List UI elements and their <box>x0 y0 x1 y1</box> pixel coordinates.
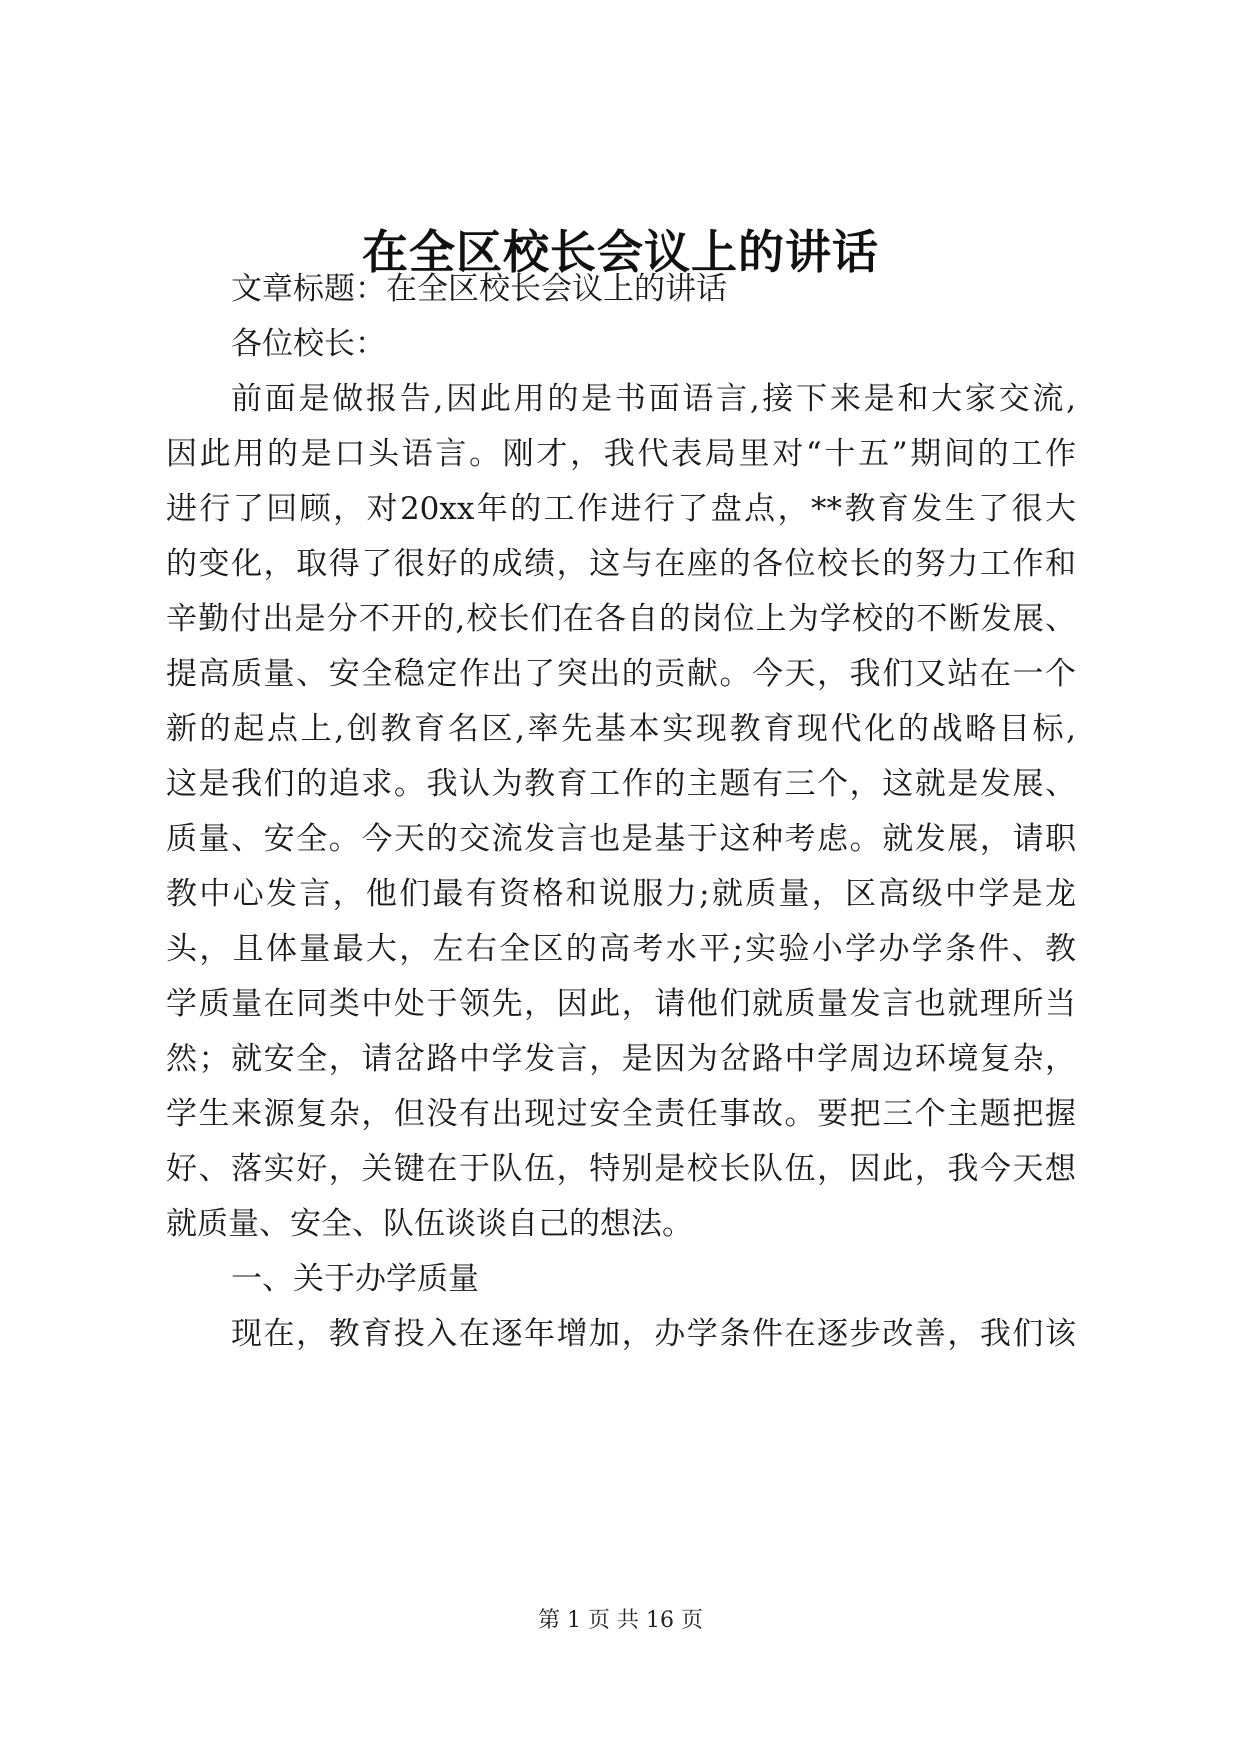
paragraph-line: 学质量在同类中处于领先，因此，请他们就质量发言也就理所当 <box>166 986 1076 1022</box>
paragraph-line: 这是我们的追求。我认为教育工作的主题有三个，这就是发展、 <box>166 766 1076 802</box>
paragraph-line: 前面是做报告,因此用的是书面语言,接下来是和大家交流, <box>231 381 1076 417</box>
paragraph-line: 的变化，取得了很好的成绩，这与在座的各位校长的努力工作和 <box>166 546 1076 582</box>
paragraph-line: 提高质量、安全稳定作出了突出的贡献。今天，我们又站在一个 <box>166 656 1076 692</box>
section-heading: 一、关于办学质量 <box>231 1261 479 1297</box>
paragraph-line: 然；就安全，请岔路中学发言，是因为岔路中学周边环境复杂， <box>166 1041 1076 1077</box>
paragraph-line: 质量、安全。今天的交流发言也是基于这种考虑。就发展，请职 <box>166 821 1076 857</box>
paragraph-line: 因此用的是口头语言。刚才，我代表局里对“十五”期间的工作 <box>166 436 1076 472</box>
paragraph-line: 教中心发言，他们最有资格和说服力;就质量，区高级中学是龙 <box>166 876 1076 912</box>
salutation: 各位校长： <box>231 326 386 362</box>
paragraph-line: 好、落实好，关键在于队伍，特别是校长队伍，因此，我今天想 <box>166 1151 1076 1187</box>
paragraph-line: 学生来源复杂，但没有出现过安全责任事故。要把三个主题把握 <box>166 1096 1076 1132</box>
paragraph-line: 进行了回顾，对20xx年的工作进行了盘点，**教育发生了很大 <box>166 491 1076 527</box>
page-indicator: 第 1 页 共 16 页 <box>538 1608 703 1633</box>
article-title-line: 文章标题：在全区校长会议上的讲话 <box>231 271 727 307</box>
paragraph-line: 辛勤付出是分不开的,校长们在各自的岗位上为学校的不断发展、 <box>166 601 1076 637</box>
paragraph-2-line: 现在，教育投入在逐年增加，办学条件在逐步改善，我们该 <box>231 1316 1076 1352</box>
paragraph-line: 新的起点上,创教育名区,率先基本实现教育现代化的战略目标, <box>166 711 1076 747</box>
document-title: 在全区校长会议上的讲话 <box>362 225 879 279</box>
paragraph-line: 就质量、安全、队伍谈谈自己的想法。 <box>166 1206 693 1242</box>
paragraph-line: 头，且体量最大，左右全区的高考水平;实验小学办学条件、教 <box>166 931 1076 967</box>
